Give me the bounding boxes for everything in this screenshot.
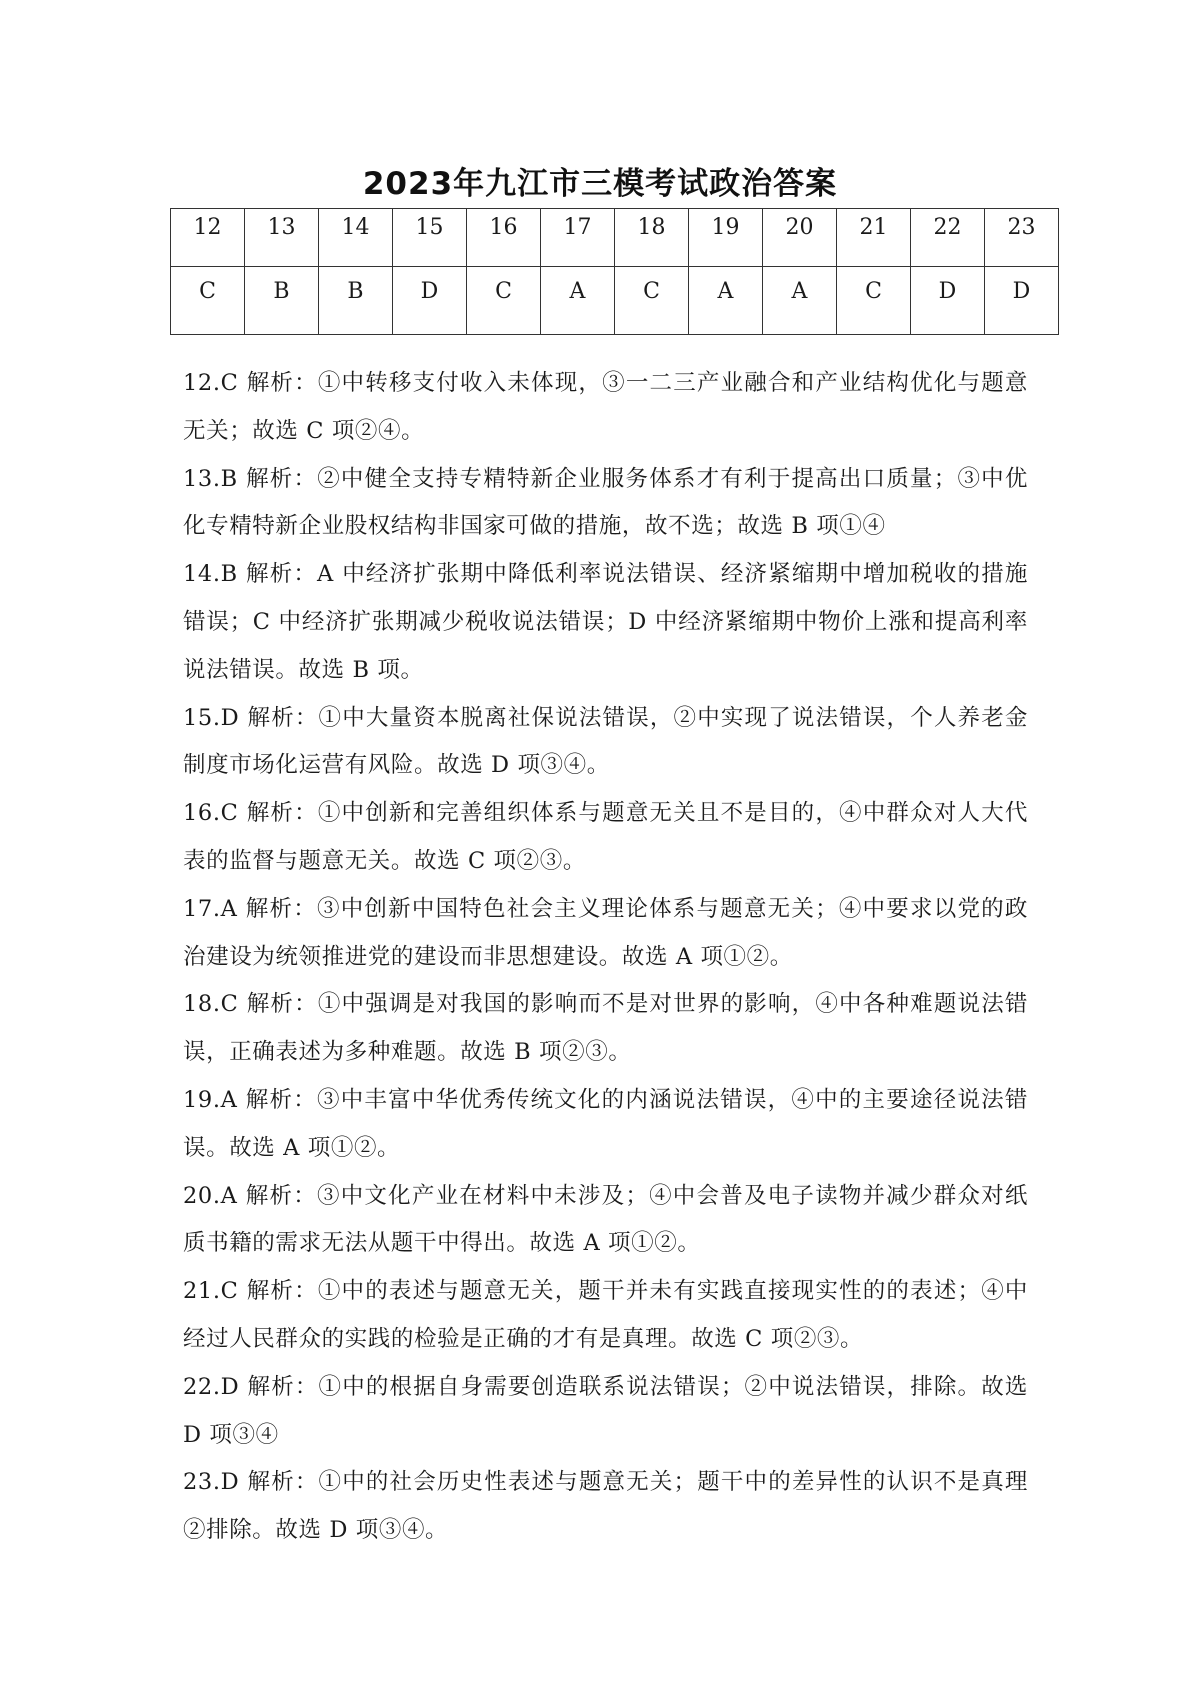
- explanation-paragraph: 15.D 解析：①中大量资本脱离社保说法错误，②中实现了说法错误，个人养老金制度市场化运营有风险。故选 D 项③④。: [183, 704, 1028, 779]
- explanation-paragraph: 13.B 解析：②中健全支持专精特新企业服务体系才有利于提高出口质量；③中优化专精特新企业股权结构非国家可做的措施，故不选；故选 B 项①④: [183, 465, 1028, 540]
- explanation-paragraph: 16.C 解析：①中创新和完善组织体系与题意无关且不是目的，④中群众对人大代表的监督与题意无关。故选 C 项②③。: [183, 800, 1028, 874]
- explanation-paragraph: 23.D 解析：①中的社会历史性表述与题意无关；题干中的差异性的认识不是真理②排除。故选 D 项③④。: [183, 1469, 1028, 1544]
- document-title: 2023年九江市三模考试政治答案: [362, 166, 838, 202]
- answer-cell: A: [541, 267, 615, 335]
- question-number-cell: 18: [615, 209, 689, 267]
- answer-cell: C: [615, 267, 689, 335]
- explanation-paragraph: 17.A 解析：③中创新中国特色社会主义理论体系与题意无关；④中要求以党的政治建设为统领推进党的建设而非思想建设。故选 A 项①②。: [183, 895, 1028, 970]
- question-number-cell: 16: [467, 209, 541, 267]
- explanations-section: [183, 360, 1028, 1555]
- explanation-paragraph: 12.C 解析：①中转移支付收入未体现，③一二三产业融合和产业结构优化与题意无关；故选 C 项②④。: [183, 370, 1028, 444]
- question-number-cell: 23: [985, 209, 1059, 267]
- answer-row: [171, 267, 1059, 335]
- answer-table: [170, 208, 1059, 335]
- explanation-paragraph: 21.C 解析：①中的表述与题意无关，题干并未有实践直接现实性的的表述；④中经过人民群众的实践的检验是正确的才有是真理。故选 C 项②③。: [183, 1278, 1028, 1352]
- question-number-cell: 12: [171, 209, 245, 267]
- answer-cell: D: [393, 267, 467, 335]
- answer-cell: C: [171, 267, 245, 335]
- answer-cell: D: [985, 267, 1059, 335]
- question-number-cell: 19: [689, 209, 763, 267]
- answer-cell: B: [245, 267, 319, 335]
- question-number-cell: 14: [319, 209, 393, 267]
- question-number-cell: 13: [245, 209, 319, 267]
- explanation-paragraph: 14.B 解析：A 中经济扩张期中降低利率说法错误、经济紧缩期中增加税收的措施错误；C 中经济扩张期减少税收说法错误；D 中经济紧缩期中物价上涨和提高利率说法错误。故选 B 项。: [183, 561, 1028, 683]
- explanation-paragraph: 20.A 解析：③中文化产业在材料中未涉及；④中会普及电子读物并减少群众对纸质书籍的需求无法从题干中得出。故选 A 项①②。: [183, 1182, 1028, 1257]
- answer-cell: B: [319, 267, 393, 335]
- explanation-paragraph: 19.A 解析：③中丰富中华优秀传统文化的内涵说法错误，④中的主要途径说法错误。故选 A 项①②。: [183, 1086, 1028, 1161]
- question-number-row: [171, 209, 1059, 267]
- answer-cell: C: [467, 267, 541, 335]
- answer-cell: C: [837, 267, 911, 335]
- answer-cell: A: [763, 267, 837, 335]
- question-number-cell: 22: [911, 209, 985, 267]
- question-number-cell: 20: [763, 209, 837, 267]
- explanation-paragraph: 18.C 解析：①中强调是对我国的影响而不是对世界的影响，④中各种难题说法错误，正确表述为多种难题。故选 B 项②③。: [183, 991, 1028, 1066]
- question-number-cell: 17: [541, 209, 615, 267]
- question-number-cell: 15: [393, 209, 467, 267]
- answer-cell: A: [689, 267, 763, 335]
- question-number-cell: 21: [837, 209, 911, 267]
- explanation-paragraph: 22.D 解析：①中的根据自身需要创造联系说法错误；②中说法错误，排除。故选 D 项③④: [183, 1373, 1028, 1448]
- answer-cell: D: [911, 267, 985, 335]
